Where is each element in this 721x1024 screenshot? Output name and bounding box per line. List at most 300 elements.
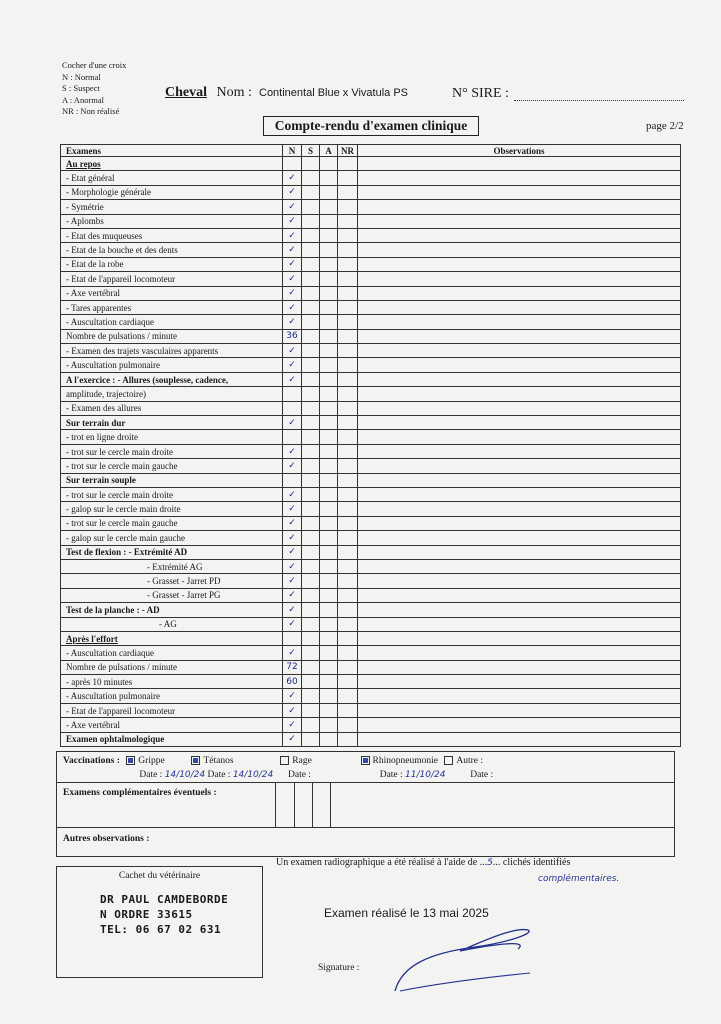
check-nr[interactable] (338, 675, 358, 689)
exam-label: Examen ophtalmologique (61, 732, 283, 746)
table-row (61, 487, 681, 501)
check-nr[interactable] (338, 617, 358, 631)
autre-checkbox[interactable] (444, 756, 453, 765)
rhino-date: 11/10/24 (405, 770, 446, 780)
table-row (61, 718, 681, 732)
exam-label: Sur terrain souple (61, 473, 283, 487)
check-a[interactable] (320, 329, 338, 343)
check-n[interactable]: ✓ (283, 516, 302, 530)
observation-cell[interactable] (358, 171, 681, 185)
check-s[interactable] (302, 588, 320, 602)
observation-cell[interactable] (358, 329, 681, 343)
check-a[interactable] (320, 372, 338, 386)
rage-checkbox[interactable] (280, 756, 289, 765)
table-row (61, 372, 681, 386)
check-s[interactable] (302, 257, 320, 271)
observation-cell[interactable] (358, 574, 681, 588)
exam-label: - Tares apparentes (61, 300, 283, 314)
check-s[interactable] (302, 387, 320, 401)
check-n[interactable]: ✓ (283, 200, 302, 214)
check-a[interactable] (320, 416, 338, 430)
check-s[interactable] (302, 358, 320, 372)
check-n[interactable]: 72 (283, 660, 302, 674)
check-n[interactable]: ✓ (283, 574, 302, 588)
check-s[interactable] (302, 631, 320, 645)
exam-label: - trot sur le cercle main gauche (61, 459, 283, 473)
observation-cell[interactable] (358, 473, 681, 487)
cheval-label: Cheval (165, 85, 207, 100)
check-s[interactable] (302, 603, 320, 617)
exam-label: - Examen des allures (61, 401, 283, 415)
table-row (61, 689, 681, 703)
check-s[interactable] (302, 617, 320, 631)
check-a[interactable] (320, 631, 338, 645)
check-n[interactable]: ✓ (283, 459, 302, 473)
check-s[interactable] (302, 416, 320, 430)
col-header-n: N (283, 145, 302, 157)
check-s[interactable] (302, 459, 320, 473)
observation-cell[interactable] (358, 487, 681, 501)
check-nr[interactable] (338, 171, 358, 185)
check-n[interactable]: ✓ (283, 171, 302, 185)
observation-cell[interactable] (358, 272, 681, 286)
check-s[interactable] (302, 329, 320, 343)
check-n[interactable]: ✓ (283, 646, 302, 660)
table-row (61, 459, 681, 473)
check-a[interactable] (320, 559, 338, 573)
check-n[interactable]: ✓ (283, 487, 302, 501)
table-row (61, 603, 681, 617)
observation-cell[interactable] (358, 516, 681, 530)
check-nr[interactable] (338, 272, 358, 286)
rhino-checkbox[interactable] (361, 756, 370, 765)
check-n[interactable] (283, 157, 302, 171)
legend-item: A : Anormal (62, 94, 105, 105)
table-row (61, 286, 681, 300)
exam-table (60, 144, 680, 747)
check-nr[interactable] (338, 257, 358, 271)
check-s[interactable] (302, 545, 320, 559)
table-row (61, 228, 681, 242)
table-row (61, 444, 681, 458)
check-s[interactable] (302, 718, 320, 732)
check-n[interactable] (283, 473, 302, 487)
vaccinations-row (63, 756, 483, 766)
stamp-box (56, 866, 263, 978)
check-n[interactable]: ✓ (283, 372, 302, 386)
check-n[interactable]: ✓ (283, 286, 302, 300)
check-s[interactable] (302, 157, 320, 171)
check-n[interactable]: ✓ (283, 718, 302, 732)
observation-cell[interactable] (358, 660, 681, 674)
check-nr[interactable] (338, 358, 358, 372)
exam-label: - galop sur le cercle main droite (61, 502, 283, 516)
autres-observations-label: Autres observations : (63, 834, 150, 844)
check-a[interactable] (320, 646, 338, 660)
rhino-label: Rhinopneumonie (372, 756, 438, 766)
table-row (61, 574, 681, 588)
check-s[interactable] (302, 487, 320, 501)
check-n[interactable] (283, 631, 302, 645)
check-a[interactable] (320, 171, 338, 185)
divider (57, 782, 674, 783)
exam-label: - après 10 minutes (61, 675, 283, 689)
observation-cell[interactable] (358, 200, 681, 214)
check-s[interactable] (302, 646, 320, 660)
check-nr[interactable] (338, 228, 358, 242)
observation-cell[interactable] (358, 228, 681, 242)
observation-cell[interactable] (358, 545, 681, 559)
table-row (61, 157, 681, 171)
col-header-observations: Observations (358, 145, 681, 157)
check-a[interactable] (320, 387, 338, 401)
check-a[interactable] (320, 574, 338, 588)
check-s[interactable] (302, 703, 320, 717)
check-n[interactable]: ✓ (283, 545, 302, 559)
exam-label: - Etat de la bouche et des dents (61, 243, 283, 257)
table-row (61, 660, 681, 674)
check-nr[interactable] (338, 401, 358, 415)
table-row (61, 185, 681, 199)
check-a[interactable] (320, 588, 338, 602)
check-a[interactable] (320, 718, 338, 732)
observation-cell[interactable] (358, 300, 681, 314)
check-a[interactable] (320, 214, 338, 228)
table-row (61, 631, 681, 645)
observation-cell[interactable] (358, 344, 681, 358)
table-row (61, 531, 681, 545)
check-s[interactable] (302, 444, 320, 458)
check-nr[interactable] (338, 214, 358, 228)
divider (57, 827, 674, 828)
check-n[interactable]: ✓ (283, 603, 302, 617)
table-row (61, 272, 681, 286)
check-s[interactable] (302, 516, 320, 530)
exam-label: - Grasset - Jarret PG (61, 588, 283, 602)
check-s[interactable] (302, 430, 320, 444)
check-a[interactable] (320, 531, 338, 545)
table-row (61, 473, 681, 487)
observation-cell[interactable] (358, 243, 681, 257)
check-n[interactable] (283, 387, 302, 401)
check-nr[interactable] (338, 588, 358, 602)
check-s[interactable] (302, 372, 320, 386)
check-nr[interactable] (338, 660, 358, 674)
observation-cell[interactable] (358, 185, 681, 199)
check-nr[interactable] (338, 531, 358, 545)
observation-cell[interactable] (358, 502, 681, 516)
observation-cell[interactable] (358, 588, 681, 602)
check-a[interactable] (320, 703, 338, 717)
check-s[interactable] (302, 228, 320, 242)
check-n[interactable]: ✓ (283, 344, 302, 358)
check-a[interactable] (320, 516, 338, 530)
observation-cell[interactable] (358, 675, 681, 689)
exam-label: - Auscultation pulmonaire (61, 358, 283, 372)
check-s[interactable] (302, 272, 320, 286)
check-s[interactable] (302, 531, 320, 545)
check-nr[interactable] (338, 516, 358, 530)
check-n[interactable]: ✓ (283, 214, 302, 228)
column-line (275, 782, 276, 827)
observation-cell[interactable] (358, 732, 681, 746)
table-row (61, 559, 681, 573)
check-a[interactable] (320, 487, 338, 501)
check-s[interactable] (302, 502, 320, 516)
table-row (61, 430, 681, 444)
check-nr[interactable] (338, 603, 358, 617)
col-header-examens: Examens (61, 145, 283, 157)
check-n[interactable]: ✓ (283, 257, 302, 271)
check-n[interactable] (283, 401, 302, 415)
check-s[interactable] (302, 689, 320, 703)
check-nr[interactable] (338, 473, 358, 487)
observation-cell[interactable] (358, 401, 681, 415)
check-nr[interactable] (338, 344, 358, 358)
check-a[interactable] (320, 430, 338, 444)
check-nr[interactable] (338, 430, 358, 444)
check-nr[interactable] (338, 487, 358, 501)
check-n[interactable]: ✓ (283, 228, 302, 242)
check-nr[interactable] (338, 718, 358, 732)
check-a[interactable] (320, 358, 338, 372)
check-s[interactable] (302, 243, 320, 257)
observation-cell[interactable] (358, 372, 681, 386)
check-nr[interactable] (338, 372, 358, 386)
check-a[interactable] (320, 286, 338, 300)
check-n[interactable]: ✓ (283, 502, 302, 516)
check-n[interactable]: 60 (283, 675, 302, 689)
observation-cell[interactable] (358, 559, 681, 573)
check-a[interactable] (320, 675, 338, 689)
check-a[interactable] (320, 185, 338, 199)
table-header (61, 145, 681, 157)
check-a[interactable] (320, 300, 338, 314)
exam-label: - Etat général (61, 171, 283, 185)
check-n[interactable]: ✓ (283, 732, 302, 746)
observation-cell[interactable] (358, 315, 681, 329)
tetanos-label: Tétanos (203, 756, 234, 766)
observation-cell[interactable] (358, 631, 681, 645)
check-n[interactable]: ✓ (283, 272, 302, 286)
exam-label: Test de flexion : - Extrémité AD (61, 545, 283, 559)
check-a[interactable] (320, 459, 338, 473)
check-nr[interactable] (338, 157, 358, 171)
check-n[interactable]: 36 (283, 329, 302, 343)
check-nr[interactable] (338, 286, 358, 300)
check-a[interactable] (320, 257, 338, 271)
table-row (61, 387, 681, 401)
check-s[interactable] (302, 286, 320, 300)
observation-cell[interactable] (358, 444, 681, 458)
check-a[interactable] (320, 344, 338, 358)
check-a[interactable] (320, 401, 338, 415)
check-a[interactable] (320, 157, 338, 171)
check-nr[interactable] (338, 300, 358, 314)
exam-label: - Axe vertébral (61, 286, 283, 300)
table-row (61, 502, 681, 516)
check-nr[interactable] (338, 387, 358, 401)
radiography-statement (276, 857, 570, 868)
observation-cell[interactable] (358, 703, 681, 717)
check-s[interactable] (302, 200, 320, 214)
check-nr[interactable] (338, 243, 358, 257)
check-n[interactable]: ✓ (283, 559, 302, 573)
observation-cell[interactable] (358, 646, 681, 660)
check-a[interactable] (320, 272, 338, 286)
check-a[interactable] (320, 200, 338, 214)
observation-cell[interactable] (358, 358, 681, 372)
check-nr[interactable] (338, 416, 358, 430)
observation-cell[interactable] (358, 430, 681, 444)
check-nr[interactable] (338, 200, 358, 214)
check-nr[interactable] (338, 559, 358, 573)
table-row (61, 401, 681, 415)
observation-cell[interactable] (358, 718, 681, 732)
check-n[interactable]: ✓ (283, 444, 302, 458)
rage-date-label: Date : (288, 770, 311, 780)
rage-label: Rage (292, 756, 312, 766)
check-nr[interactable] (338, 315, 358, 329)
table-row (61, 329, 681, 343)
check-n[interactable]: ✓ (283, 531, 302, 545)
check-nr[interactable] (338, 459, 358, 473)
check-n[interactable]: ✓ (283, 243, 302, 257)
check-s[interactable] (302, 344, 320, 358)
check-a[interactable] (320, 660, 338, 674)
observation-cell[interactable] (358, 387, 681, 401)
exam-label: - Axe vertébral (61, 718, 283, 732)
check-nr[interactable] (338, 631, 358, 645)
vaccination-dates-row (63, 770, 493, 780)
tetanos-checkbox[interactable] (191, 756, 200, 765)
table-row (61, 171, 681, 185)
nom-label: Nom : (216, 85, 252, 100)
observation-cell[interactable] (358, 617, 681, 631)
check-s[interactable] (302, 315, 320, 329)
check-nr[interactable] (338, 502, 358, 516)
legend-title: Cocher d'une croix (62, 60, 127, 70)
check-a[interactable] (320, 502, 338, 516)
check-nr[interactable] (338, 329, 358, 343)
check-nr[interactable] (338, 574, 358, 588)
observation-cell[interactable] (358, 416, 681, 430)
table-row (61, 200, 681, 214)
exam-label: - Auscultation pulmonaire (61, 689, 283, 703)
check-a[interactable] (320, 689, 338, 703)
horse-name: Continental Blue x Vivatula PS (259, 87, 408, 99)
check-s[interactable] (302, 401, 320, 415)
check-a[interactable] (320, 228, 338, 242)
column-line (294, 782, 295, 827)
check-nr[interactable] (338, 689, 358, 703)
observation-cell[interactable] (358, 531, 681, 545)
check-nr[interactable] (338, 444, 358, 458)
stamp-line: TEL: 06 67 02 631 (100, 923, 222, 936)
check-a[interactable] (320, 732, 338, 746)
check-s[interactable] (302, 473, 320, 487)
check-nr[interactable] (338, 545, 358, 559)
check-nr[interactable] (338, 732, 358, 746)
tetanos-date: 14/10/24 (232, 770, 274, 780)
legend (62, 60, 126, 118)
vaccinations-label: Vaccinations : (63, 756, 120, 766)
check-n[interactable]: ✓ (283, 689, 302, 703)
check-a[interactable] (320, 243, 338, 257)
check-nr[interactable] (338, 185, 358, 199)
observation-cell[interactable] (358, 214, 681, 228)
check-n[interactable]: ✓ (283, 300, 302, 314)
sire-field-line (514, 100, 684, 101)
table-row (61, 358, 681, 372)
table-row (61, 243, 681, 257)
exam-label: - trot sur le cercle main gauche (61, 516, 283, 530)
check-a[interactable] (320, 545, 338, 559)
observation-cell[interactable] (358, 459, 681, 473)
exam-label: - trot en ligne droite (61, 430, 283, 444)
observation-cell[interactable] (358, 286, 681, 300)
grippe-checkbox[interactable] (126, 756, 135, 765)
col-header-s: S (302, 145, 320, 157)
check-s[interactable] (302, 559, 320, 573)
check-a[interactable] (320, 617, 338, 631)
check-s[interactable] (302, 214, 320, 228)
observation-cell[interactable] (358, 603, 681, 617)
exam-table-body (61, 157, 681, 747)
legend-item: NR : Non réalisé (62, 106, 120, 116)
exam-label: amplitude, trajectoire) (61, 387, 283, 401)
radio-text-a: Un examen radiographique a été réalisé à l'aide de ... (276, 857, 488, 868)
check-s[interactable] (302, 675, 320, 689)
check-n[interactable] (283, 430, 302, 444)
table-row (61, 315, 681, 329)
check-a[interactable] (320, 473, 338, 487)
check-n[interactable]: ✓ (283, 703, 302, 717)
check-n[interactable]: ✓ (283, 617, 302, 631)
exam-label: - Aplombs (61, 214, 283, 228)
table-row (61, 732, 681, 746)
check-s[interactable] (302, 300, 320, 314)
check-a[interactable] (320, 315, 338, 329)
check-n[interactable]: ✓ (283, 416, 302, 430)
tetanos-date-label: Date : (207, 770, 231, 780)
check-n[interactable]: ✓ (283, 315, 302, 329)
check-n[interactable]: ✓ (283, 588, 302, 602)
autre-label: Autre : (456, 756, 484, 766)
observation-cell[interactable] (358, 257, 681, 271)
exam-label: A l'exercice : - Allures (souplesse, cadence, (61, 372, 283, 386)
exam-label: - Etat de l'appareil locomoteur (61, 703, 283, 717)
check-s[interactable] (302, 732, 320, 746)
observation-cell[interactable] (358, 689, 681, 703)
exam-label: - AG (61, 617, 283, 631)
check-nr[interactable] (338, 703, 358, 717)
check-s[interactable] (302, 171, 320, 185)
check-n[interactable]: ✓ (283, 185, 302, 199)
vet-stamp (100, 892, 228, 937)
check-n[interactable]: ✓ (283, 358, 302, 372)
check-a[interactable] (320, 444, 338, 458)
exam-label: - Auscultation cardiaque (61, 646, 283, 660)
observation-cell[interactable] (358, 157, 681, 171)
check-nr[interactable] (338, 646, 358, 660)
check-a[interactable] (320, 603, 338, 617)
col-header-nr: NR (338, 145, 358, 157)
check-s[interactable] (302, 660, 320, 674)
radio-handwritten-note: complémentaires. (538, 874, 620, 884)
check-s[interactable] (302, 574, 320, 588)
check-s[interactable] (302, 185, 320, 199)
